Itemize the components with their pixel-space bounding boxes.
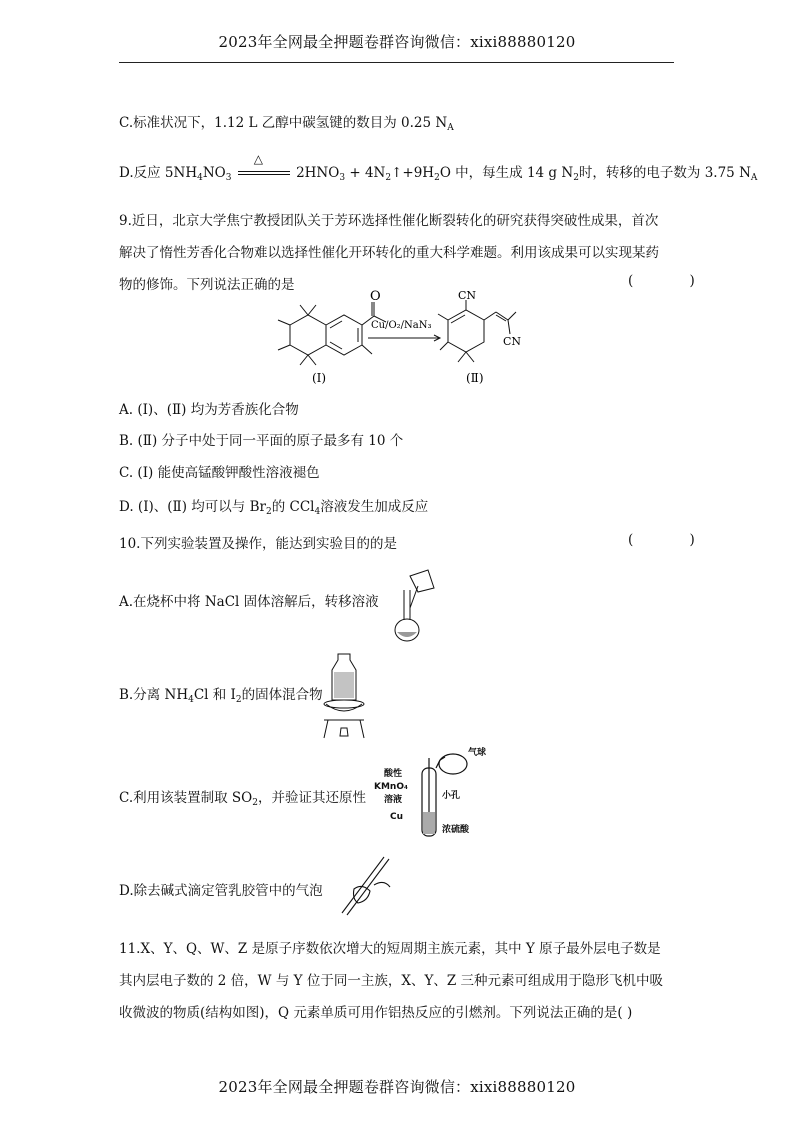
label-ii: (Ⅱ) bbox=[466, 371, 484, 385]
q10-stem: 10.下列实验装置及操作，能达到实验目的的是 bbox=[119, 536, 397, 552]
header-rule bbox=[119, 62, 674, 63]
q11-stem-line1: 11.X、Y、Q、W、Z 是原子序数依次增大的短周期主族元素，其中 Y 原子最外层电子数是 bbox=[119, 941, 661, 957]
ring-ii bbox=[448, 310, 484, 352]
q9-option-b: B. (Ⅱ) 分子中处于同一平面的原子最多有 10 个 bbox=[119, 433, 404, 449]
volumetric-flask-figure bbox=[388, 566, 438, 646]
page-footer: 2023年全网最全押题卷群咨询微信：xixi88880120 bbox=[218, 1078, 576, 1096]
q10-answer-paren: ( ) bbox=[628, 532, 721, 548]
so2-apparatus-figure bbox=[368, 746, 498, 841]
balloon-label: 气球 bbox=[468, 748, 487, 758]
q8-option-d: D.反应 $5NH_4NO_3$ △ $2HNO_3$ + $4N_2↑+9H_2O$ 中，每生成 14 g $N_2$时，转移的电子数为 3.75 $N_A$ bbox=[119, 151, 758, 183]
q10-option-d: D.除去碱式滴定管乳胶管中的气泡 bbox=[119, 883, 323, 899]
ring-saturated bbox=[290, 315, 326, 355]
solution-label: 溶液 bbox=[384, 795, 403, 805]
q10-option-a: A.在烧杯中将 NaCl 固体溶解后，转移溶液 bbox=[119, 594, 379, 610]
cn-bottom: CN bbox=[503, 335, 522, 348]
h2so4-label: 浓硫酸 bbox=[442, 825, 470, 835]
q8-option-c: C.标准状况下，1.12 L 乙醇中碳氢键的数目为 0.25 $N_A$ bbox=[119, 115, 454, 133]
ring-aromatic bbox=[326, 315, 362, 355]
q9-stem-line2: 解决了惰性芳香化合物难以选择性催化开环转化的重大科学难题。利用该成果可以实现某药 bbox=[119, 245, 659, 261]
q11-stem-line2: 其内层电子数的 2 倍，W 与 Y 位于同一主族，X、Y、Z 三种元素可组成用于隐形飞机中吸 bbox=[119, 973, 664, 989]
q9-stem-line3: 物的修饰。下列说法正确的是 bbox=[119, 277, 295, 293]
svg-text:O: O bbox=[370, 289, 381, 304]
q9-reaction-diagram bbox=[270, 290, 530, 390]
q9-stem-line1: 9.近日，北京大学焦宁教授团队关于芳环选择性催化断裂转化的研究获得突破性成果，首次 bbox=[119, 213, 659, 229]
burette-bubble-figure bbox=[340, 855, 395, 917]
q10-option-b: B.分离 $NH_4Cl$ 和 $I_2$的固体混合物 bbox=[119, 687, 323, 705]
q10-option-c: C.利用该装置制取 $SO_2$，并验证其还原性 bbox=[119, 790, 366, 808]
reagent-label: Cu/O₂/NaN₃ bbox=[371, 320, 432, 331]
page-header: 2023年全网最全押题卷群咨询微信：xixi88880120 bbox=[218, 33, 576, 51]
cu-label: Cu bbox=[390, 812, 404, 822]
hole-label: 小孔 bbox=[442, 791, 461, 801]
reaction-arrow-heat: △ bbox=[236, 169, 292, 179]
kmno4-label: KMnO₄ bbox=[374, 782, 408, 792]
acid-label: 酸性 bbox=[384, 769, 403, 779]
q11-stem-line3: 收微波的物质(结构如图)，Q 元素单质可用作铝热反应的引燃剂。下列说法正确的是( ) bbox=[119, 1005, 633, 1021]
label-i: (Ⅰ) bbox=[312, 371, 327, 385]
q9-option-a: A. (Ⅰ)、(Ⅱ) 均为芳香族化合物 bbox=[119, 402, 299, 418]
cn-top: CN bbox=[458, 289, 477, 302]
q9-option-d: D. (Ⅰ)、(Ⅱ) 均可以与 $Br_2$的 CCl$_4$溶液发生加成反应 bbox=[119, 499, 429, 517]
q9-answer-paren: ( ) bbox=[628, 273, 721, 289]
sublimation-apparatus-figure bbox=[320, 648, 370, 740]
q9-option-c: C. (Ⅰ) 能使高锰酸钾酸性溶液褪色 bbox=[119, 465, 320, 481]
